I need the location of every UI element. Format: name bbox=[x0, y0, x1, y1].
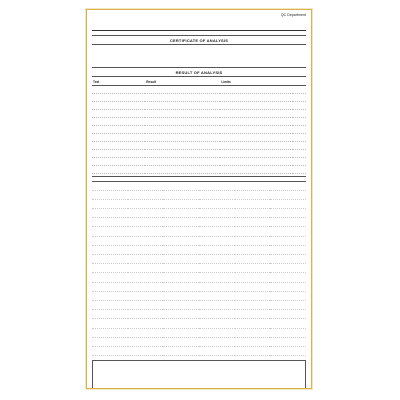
table-cell bbox=[92, 199, 128, 208]
table-row bbox=[92, 126, 306, 134]
table-cell bbox=[163, 282, 199, 291]
table-cell bbox=[220, 133, 293, 141]
table-cell bbox=[92, 133, 145, 141]
signoff-left bbox=[95, 363, 196, 389]
table-cell bbox=[128, 291, 164, 300]
table-cell bbox=[92, 181, 128, 190]
table-cell bbox=[163, 328, 199, 337]
table-cell bbox=[92, 141, 145, 149]
certificate-sheet bbox=[86, 9, 312, 389]
table-cell bbox=[128, 255, 164, 264]
table-row bbox=[92, 346, 306, 355]
result-table-header: Result bbox=[145, 79, 220, 85]
meta-value bbox=[273, 47, 306, 50]
table-cell bbox=[145, 133, 220, 141]
meta-label bbox=[164, 57, 197, 60]
meta-value bbox=[201, 57, 234, 60]
table-cell bbox=[163, 199, 199, 208]
table-cell bbox=[163, 273, 199, 282]
table-cell bbox=[270, 218, 306, 227]
table-cell bbox=[199, 218, 235, 227]
table-cell bbox=[293, 102, 306, 110]
table-cell bbox=[92, 310, 128, 319]
table-cell bbox=[145, 110, 220, 118]
table-row bbox=[92, 310, 306, 319]
table-cell bbox=[163, 291, 199, 300]
table-cell bbox=[163, 190, 199, 199]
meta-value bbox=[273, 57, 306, 60]
table-cell bbox=[199, 245, 235, 254]
meta-value bbox=[128, 57, 161, 60]
table-cell bbox=[235, 236, 271, 245]
table-row bbox=[92, 337, 306, 346]
table-row bbox=[92, 165, 306, 173]
table-row bbox=[92, 218, 306, 227]
table-cell bbox=[199, 255, 235, 264]
table-cell bbox=[92, 337, 128, 346]
meta-label bbox=[237, 57, 270, 60]
table-cell bbox=[128, 236, 164, 245]
table-cell bbox=[163, 264, 199, 273]
table-cell bbox=[270, 300, 306, 309]
divider bbox=[92, 30, 306, 31]
table-cell bbox=[235, 181, 271, 190]
table-cell bbox=[220, 118, 293, 126]
table-cell bbox=[199, 209, 235, 218]
table-cell bbox=[92, 273, 128, 282]
table-cell bbox=[128, 181, 164, 190]
table-cell bbox=[235, 227, 271, 236]
table-cell bbox=[293, 157, 306, 165]
table-cell bbox=[163, 346, 199, 355]
meta-label bbox=[92, 57, 125, 60]
table-cell bbox=[220, 126, 293, 134]
table-cell bbox=[220, 141, 293, 149]
table-cell bbox=[128, 227, 164, 236]
table-cell bbox=[235, 264, 271, 273]
table-row bbox=[92, 190, 306, 199]
table-cell bbox=[270, 264, 306, 273]
table-cell bbox=[235, 245, 271, 254]
meta-value bbox=[128, 47, 161, 50]
table-cell bbox=[235, 328, 271, 337]
table-cell bbox=[199, 236, 235, 245]
table-cell bbox=[92, 110, 145, 118]
table-cell bbox=[270, 291, 306, 300]
table-row bbox=[92, 328, 306, 337]
meta-value bbox=[273, 62, 306, 65]
table-cell bbox=[199, 282, 235, 291]
table-cell bbox=[92, 218, 128, 227]
table-row bbox=[92, 319, 306, 328]
table-cell bbox=[270, 209, 306, 218]
table-cell bbox=[92, 149, 145, 157]
table-cell bbox=[163, 300, 199, 309]
table-cell bbox=[270, 310, 306, 319]
department-label bbox=[281, 13, 306, 17]
table-cell bbox=[199, 319, 235, 328]
result-table bbox=[92, 79, 306, 173]
table-row bbox=[92, 300, 306, 309]
table-cell bbox=[220, 110, 293, 118]
table-cell bbox=[92, 102, 145, 110]
table-cell bbox=[145, 165, 220, 173]
table-cell bbox=[270, 255, 306, 264]
signoff-box bbox=[92, 360, 306, 389]
table-row bbox=[92, 236, 306, 245]
table-cell bbox=[293, 149, 306, 157]
table-cell bbox=[293, 165, 306, 173]
table-cell bbox=[293, 86, 306, 94]
table-cell bbox=[235, 319, 271, 328]
meta-value bbox=[128, 62, 161, 65]
table-cell bbox=[270, 273, 306, 282]
table-cell bbox=[293, 141, 306, 149]
table-cell bbox=[145, 102, 220, 110]
signoff-right bbox=[202, 363, 303, 389]
table-cell bbox=[128, 264, 164, 273]
table-cell bbox=[163, 181, 199, 190]
table-cell bbox=[92, 209, 128, 218]
table-cell bbox=[199, 346, 235, 355]
table-cell bbox=[92, 94, 145, 102]
table-cell bbox=[163, 310, 199, 319]
table-row bbox=[92, 141, 306, 149]
sample-meta-grid bbox=[92, 47, 306, 65]
table-cell bbox=[220, 149, 293, 157]
table-cell bbox=[220, 102, 293, 110]
table-cell bbox=[235, 209, 271, 218]
table-cell bbox=[235, 273, 271, 282]
table-cell bbox=[92, 165, 145, 173]
table-cell bbox=[128, 245, 164, 254]
table-row bbox=[92, 264, 306, 273]
meta-label bbox=[237, 47, 270, 50]
table-cell bbox=[128, 273, 164, 282]
table-cell bbox=[235, 291, 271, 300]
table-cell bbox=[293, 118, 306, 126]
table-cell bbox=[163, 319, 199, 328]
table-cell bbox=[128, 328, 164, 337]
table-cell bbox=[235, 218, 271, 227]
table-cell bbox=[270, 227, 306, 236]
meta-value bbox=[201, 52, 234, 55]
table-row bbox=[92, 227, 306, 236]
table-row bbox=[92, 291, 306, 300]
table-cell bbox=[163, 255, 199, 264]
letterhead bbox=[92, 13, 306, 17]
divider bbox=[92, 176, 306, 177]
table-cell bbox=[128, 209, 164, 218]
table-row bbox=[92, 209, 306, 218]
table-cell bbox=[128, 346, 164, 355]
table-cell bbox=[293, 94, 306, 102]
table-cell bbox=[163, 245, 199, 254]
table-cell bbox=[128, 337, 164, 346]
table-cell bbox=[128, 310, 164, 319]
meta-label bbox=[164, 52, 197, 55]
table-cell bbox=[270, 236, 306, 245]
table-cell bbox=[145, 157, 220, 165]
table-row bbox=[92, 86, 306, 94]
table-cell bbox=[293, 110, 306, 118]
table-cell bbox=[270, 199, 306, 208]
table-cell bbox=[92, 245, 128, 254]
table-cell bbox=[235, 190, 271, 199]
table-row bbox=[92, 273, 306, 282]
result-table-header: Limits bbox=[220, 79, 293, 85]
table-cell bbox=[270, 245, 306, 254]
table-row bbox=[92, 199, 306, 208]
table-cell bbox=[92, 118, 145, 126]
table-cell bbox=[235, 199, 271, 208]
table-cell bbox=[235, 337, 271, 346]
table-cell bbox=[199, 227, 235, 236]
table-row bbox=[92, 102, 306, 110]
table-cell bbox=[92, 328, 128, 337]
table-row bbox=[92, 118, 306, 126]
table-cell bbox=[128, 300, 164, 309]
table-cell bbox=[270, 190, 306, 199]
meta-value bbox=[128, 52, 161, 55]
table-cell bbox=[293, 133, 306, 141]
table-cell bbox=[92, 282, 128, 291]
table-cell bbox=[235, 300, 271, 309]
table-cell bbox=[235, 310, 271, 319]
table-row bbox=[92, 255, 306, 264]
result-table-header: Test bbox=[92, 79, 145, 85]
meta-label bbox=[164, 47, 197, 50]
table-cell bbox=[92, 264, 128, 273]
table-cell bbox=[270, 319, 306, 328]
table-row bbox=[92, 149, 306, 157]
table-row bbox=[92, 133, 306, 141]
coa-title: CERTIFICATE OF ANALYSIS bbox=[92, 35, 306, 45]
table-cell bbox=[270, 337, 306, 346]
table-row bbox=[92, 282, 306, 291]
table-cell bbox=[199, 337, 235, 346]
table-cell bbox=[270, 328, 306, 337]
table-cell bbox=[128, 319, 164, 328]
table-cell bbox=[199, 264, 235, 273]
table-cell bbox=[92, 291, 128, 300]
table-cell bbox=[92, 190, 128, 199]
meta-label bbox=[92, 47, 125, 50]
table-cell bbox=[199, 300, 235, 309]
table-row bbox=[92, 157, 306, 165]
table-cell bbox=[235, 282, 271, 291]
meta-value bbox=[201, 62, 234, 65]
meta-label bbox=[92, 62, 125, 65]
table-cell bbox=[220, 165, 293, 173]
table-cell bbox=[235, 346, 271, 355]
table-cell bbox=[145, 149, 220, 157]
table-row bbox=[92, 94, 306, 102]
meta-label bbox=[164, 62, 197, 65]
table-cell bbox=[92, 227, 128, 236]
table-row bbox=[92, 181, 306, 190]
table-cell bbox=[270, 181, 306, 190]
meta-label bbox=[237, 62, 270, 65]
table-cell bbox=[145, 94, 220, 102]
table-cell bbox=[92, 157, 145, 165]
table-cell bbox=[92, 255, 128, 264]
table-cell bbox=[293, 126, 306, 134]
table-cell bbox=[92, 346, 128, 355]
company-address bbox=[92, 18, 306, 28]
table-cell bbox=[199, 291, 235, 300]
table-cell bbox=[220, 86, 293, 94]
result-title: RESULT OF ANALYSIS bbox=[92, 67, 306, 77]
table-cell bbox=[235, 255, 271, 264]
table-cell bbox=[145, 86, 220, 94]
table-cell bbox=[163, 236, 199, 245]
table-cell bbox=[92, 126, 145, 134]
table-row bbox=[92, 245, 306, 254]
table-cell bbox=[220, 94, 293, 102]
table-cell bbox=[270, 282, 306, 291]
assay-table bbox=[92, 179, 306, 356]
table-cell bbox=[270, 346, 306, 355]
table-cell bbox=[199, 190, 235, 199]
table-cell bbox=[92, 300, 128, 309]
table-cell bbox=[199, 273, 235, 282]
table-cell bbox=[92, 236, 128, 245]
table-cell bbox=[128, 282, 164, 291]
table-cell bbox=[163, 209, 199, 218]
table-row bbox=[92, 110, 306, 118]
table-cell bbox=[199, 181, 235, 190]
table-cell bbox=[145, 126, 220, 134]
table-cell bbox=[199, 328, 235, 337]
table-cell bbox=[128, 218, 164, 227]
table-cell bbox=[163, 337, 199, 346]
table-cell bbox=[220, 157, 293, 165]
meta-label bbox=[237, 52, 270, 55]
table-cell bbox=[92, 86, 145, 94]
department-name: QC Department bbox=[280, 13, 306, 17]
meta-value bbox=[273, 52, 306, 55]
table-cell bbox=[128, 199, 164, 208]
table-cell bbox=[163, 218, 199, 227]
table-cell bbox=[145, 141, 220, 149]
table-cell bbox=[199, 310, 235, 319]
table-cell bbox=[128, 190, 164, 199]
meta-label bbox=[92, 52, 125, 55]
table-cell bbox=[92, 319, 128, 328]
table-cell bbox=[163, 227, 199, 236]
table-cell bbox=[145, 118, 220, 126]
meta-value bbox=[201, 47, 234, 50]
table-cell bbox=[199, 199, 235, 208]
